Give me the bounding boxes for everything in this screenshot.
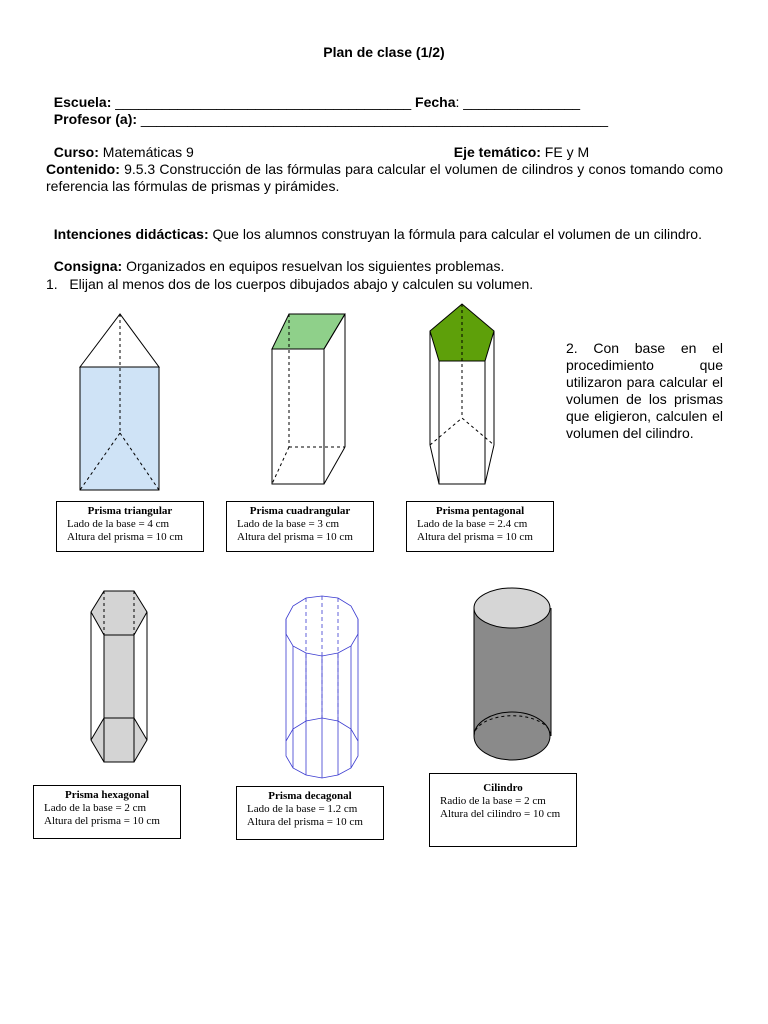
curso-value: Matemáticas 9 <box>98 144 194 160</box>
caption-line: Lado de la base = 2 cm <box>44 802 147 814</box>
consigna-label: Consigna: <box>53 258 123 274</box>
caption-line: Altura del prisma = 10 cm <box>44 815 160 827</box>
intenciones-value: Que los alumnos construyan la fórmula para calcular el volumen de un cilindro. <box>208 226 702 242</box>
square-prism-drawing <box>272 314 345 484</box>
fecha-field: : _______________ <box>455 94 581 110</box>
cylinder-drawing <box>474 588 551 760</box>
caption-line: Altura del prisma = 10 cm <box>67 531 183 543</box>
caption-title: Prisma hexagonal <box>64 789 150 801</box>
eje-label: Eje temático: <box>453 144 541 160</box>
caption-hexagonal <box>33 785 181 839</box>
caption-line: Lado de la base = 1.2 cm <box>247 803 358 815</box>
decagonal-prism-drawing <box>286 596 358 778</box>
caption-title: Prisma cuadrangular <box>249 505 351 517</box>
caption-line: Lado de la base = 3 cm <box>237 518 340 530</box>
caption-cilindro <box>429 773 577 847</box>
intenciones-label: Intenciones didácticas: <box>53 226 209 242</box>
caption-line: Altura del prisma = 10 cm <box>237 531 353 543</box>
caption-title: Cilindro <box>483 782 523 794</box>
contenido-label: Contenido: <box>46 161 120 177</box>
caption-line: Altura del prisma = 10 cm <box>417 531 533 543</box>
pentagonal-prism-drawing <box>430 304 494 484</box>
caption-line: Lado de la base = 4 cm <box>67 518 170 530</box>
question-2: 2. Con base en el procedimiento que utilizaron para calcular el volumen de los prismas que eligieron, calculen el volumen del cilindro. <box>566 340 723 441</box>
caption-decagonal <box>236 786 384 840</box>
triangular-prism-drawing <box>80 314 159 490</box>
curso-label: Curso: <box>53 144 99 160</box>
hexagonal-prism-top <box>91 591 147 635</box>
escuela-label: Escuela: <box>53 94 112 110</box>
caption-title: Prisma pentagonal <box>435 505 525 517</box>
caption-line: Lado de la base = 2.4 cm <box>417 518 528 530</box>
caption-line: Altura del cilindro = 10 cm <box>440 808 561 820</box>
hexagonal-prism-drawing <box>91 591 147 762</box>
profesor-field: ____________________________________________________________ <box>137 111 609 127</box>
caption-cuadrangular <box>226 501 374 552</box>
caption-title: Prisma decagonal <box>268 790 352 802</box>
caption-line: Altura del prisma = 10 cm <box>247 816 363 828</box>
profesor-label: Profesor (a): <box>53 111 138 127</box>
caption-title: Prisma triangular <box>87 505 173 517</box>
caption-triangular <box>56 501 204 552</box>
fecha-label: Fecha <box>411 94 456 110</box>
contenido-value: 9.5.3 Construcción de las fórmulas para calcular el volumen de cilindros y conos tomando como referencia las fórmulas de prismas y pirámides. <box>46 161 723 194</box>
consigna-value: Organizados en equipos resuelvan los siguientes problemas. <box>122 258 505 274</box>
caption-line: Radio de la base = 2 cm <box>440 795 546 807</box>
caption-pentagonal <box>406 501 554 552</box>
page-title: Plan de clase (1/2) <box>323 44 445 60</box>
cylinder-top <box>474 588 550 628</box>
eje-value: FE y M <box>540 144 590 160</box>
question-1: 1. Elijan al menos dos de los cuerpos dibujados abajo y calculen su volumen. <box>46 276 534 292</box>
escuela-field: ______________________________________ <box>111 94 412 110</box>
